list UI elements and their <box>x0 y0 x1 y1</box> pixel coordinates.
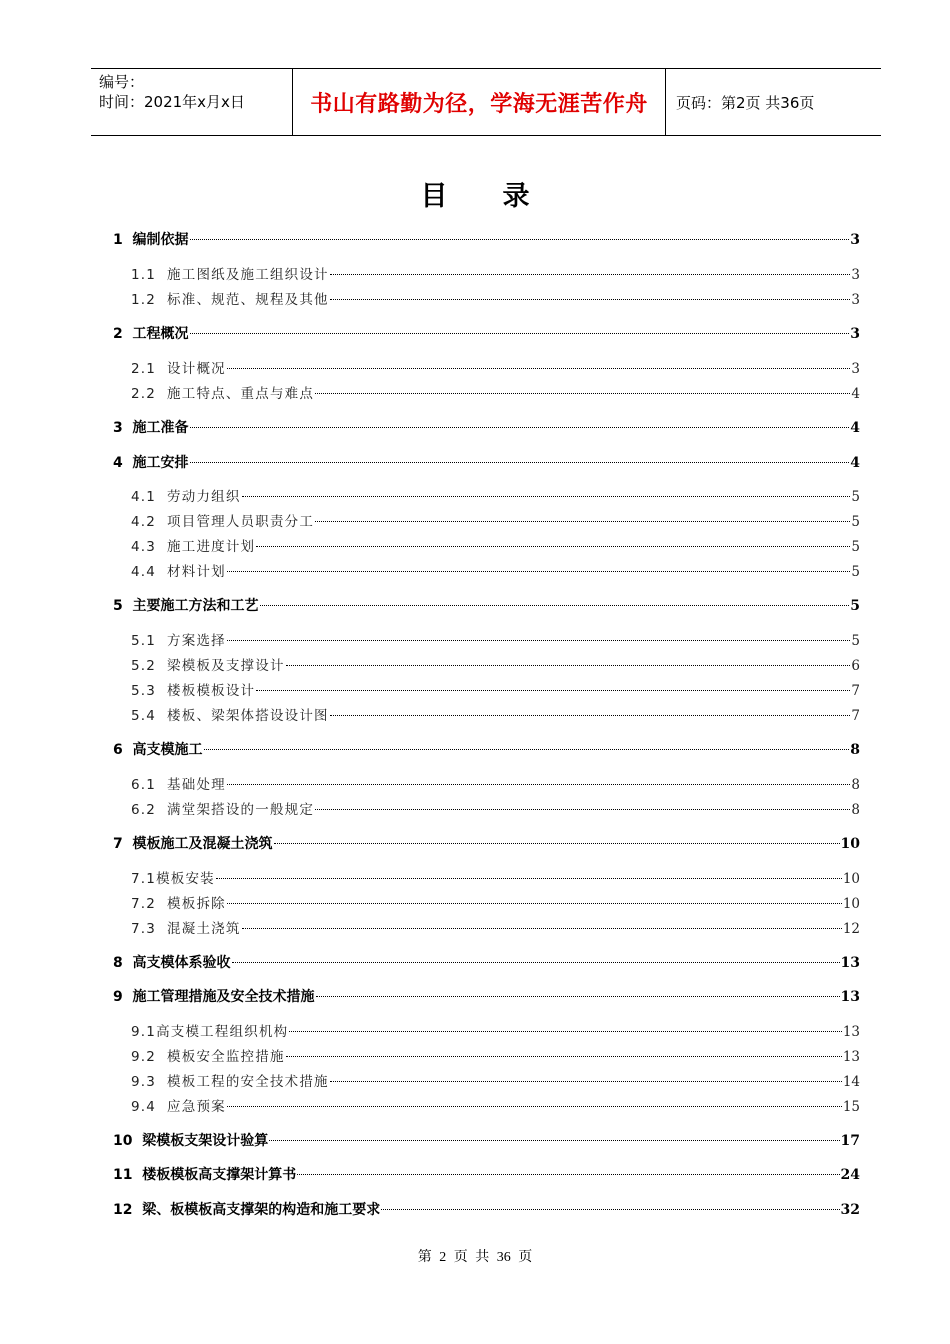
toc-entry-page: 10 <box>842 871 860 887</box>
toc-entry-label: 5 主要施工方法和工艺 <box>113 598 259 614</box>
toc-entry[interactable] <box>131 1047 860 1067</box>
toc-entry-label: 4.4 材料计划 <box>131 564 226 580</box>
toc-entry-label: 7.1模板安装 <box>131 871 215 887</box>
toc-entry-label: 3 施工准备 <box>113 420 189 436</box>
toc-dot-leader <box>315 809 850 810</box>
header-motto: 书山有路勤为径，学海无涯苦作舟 <box>310 91 648 117</box>
toc-entry[interactable] <box>131 800 860 820</box>
toc-entry[interactable] <box>131 487 860 507</box>
toc-dot-leader <box>289 1031 841 1032</box>
toc-dot-leader <box>256 546 850 547</box>
toc-dot-leader <box>260 605 850 606</box>
toc-entry-page: 4 <box>851 386 860 402</box>
toc-dot-leader <box>232 962 840 963</box>
toc-entry-label: 2.1 设计概况 <box>131 361 226 377</box>
toc-entry-page: 8 <box>851 777 860 793</box>
toc-dot-leader <box>286 665 851 666</box>
toc-entry-page: 4 <box>850 455 860 471</box>
toc-entry-label: 1.1 施工图纸及施工组织设计 <box>131 267 329 283</box>
toc-entry-label: 6.2 满堂架搭设的一般规定 <box>131 802 315 818</box>
toc-entry[interactable] <box>113 953 860 973</box>
toc-entry-label: 5.4 楼板、梁架体搭设设计图 <box>131 708 329 724</box>
header-time: 时间：2021年x月x日 <box>99 93 245 111</box>
toc-dot-leader <box>330 299 851 300</box>
toc-entry-page: 7 <box>851 708 860 724</box>
toc-dot-leader <box>204 749 850 750</box>
toc-entry-label: 8 高支模体系验收 <box>113 955 231 971</box>
toc-entry-label: 4 施工安排 <box>113 455 189 471</box>
header-page-cell <box>666 69 881 135</box>
toc-entry-page: 13 <box>842 1049 860 1065</box>
toc-entry-label: 9.4 应急预案 <box>131 1099 226 1115</box>
toc-entry[interactable] <box>131 775 860 795</box>
toc-entry-page: 5 <box>851 514 860 530</box>
toc-dot-leader <box>227 640 851 641</box>
toc-entry[interactable] <box>131 631 860 651</box>
toc-entry-page: 13 <box>840 989 860 1005</box>
toc-entry[interactable] <box>131 562 860 582</box>
toc-entry[interactable] <box>113 230 860 250</box>
toc-entry-page: 12 <box>842 921 860 937</box>
header-page-number: 页码：第2页 共36页 <box>676 93 815 112</box>
toc-entry-page: 24 <box>840 1167 860 1183</box>
toc-entry-label: 9.3 模板工程的安全技术措施 <box>131 1074 329 1090</box>
toc-entry-page: 4 <box>850 420 860 436</box>
toc-entry[interactable] <box>131 706 860 726</box>
toc-entry-label: 7.2 模板拆除 <box>131 896 226 912</box>
toc-dot-leader <box>381 1209 839 1210</box>
toc-entry-page: 14 <box>842 1074 860 1090</box>
toc-entry-label: 5.3 楼板模板设计 <box>131 683 256 699</box>
toc-entry-label: 4.3 施工进度计划 <box>131 539 256 555</box>
toc-entry-page: 7 <box>851 683 860 699</box>
toc-dot-leader <box>315 393 850 394</box>
toc-entry-page: 8 <box>851 802 860 818</box>
toc-entry[interactable] <box>131 869 860 889</box>
toc-entry-label: 7.3 混凝土浇筑 <box>131 921 241 937</box>
toc-dot-leader <box>330 715 851 716</box>
page-title: 目录 <box>420 181 585 212</box>
toc-entry[interactable] <box>131 265 860 285</box>
toc-entry-page: 13 <box>842 1024 860 1040</box>
toc-entry[interactable] <box>131 1072 860 1092</box>
toc-entry[interactable] <box>131 1022 860 1042</box>
toc-dot-leader <box>227 1106 842 1107</box>
toc-entry[interactable] <box>113 418 860 438</box>
toc-entry-label: 11 楼板模板高支撑架计算书 <box>113 1167 297 1183</box>
toc-dot-leader <box>286 1056 842 1057</box>
toc-entry-page: 3 <box>850 326 860 342</box>
toc-entry-label: 5.2 梁模板及支撑设计 <box>131 658 285 674</box>
toc-entry-label: 1 编制依据 <box>113 232 189 248</box>
toc-entry-label: 6.1 基础处理 <box>131 777 226 793</box>
toc-entry[interactable] <box>113 596 860 616</box>
toc-entry-label: 2 工程概况 <box>113 326 189 342</box>
toc-entry[interactable] <box>131 384 860 404</box>
toc-entry-page: 6 <box>851 658 860 674</box>
toc-entry[interactable] <box>131 359 860 379</box>
toc-entry[interactable] <box>113 1165 860 1185</box>
toc-entry-page: 3 <box>851 267 860 283</box>
toc-entry[interactable] <box>113 1131 860 1151</box>
toc-dot-leader <box>227 903 842 904</box>
toc-dot-leader <box>297 1174 839 1175</box>
toc-entry[interactable] <box>131 290 860 310</box>
toc-entry-page: 5 <box>851 489 860 505</box>
toc-dot-leader <box>190 427 850 428</box>
toc-dot-leader <box>227 368 851 369</box>
toc-entry-page: 10 <box>840 836 860 852</box>
toc-entry-label: 10 梁模板支架设计验算 <box>113 1133 269 1149</box>
toc-entry-label: 12 梁、板模板高支撑架的构造和施工要求 <box>113 1202 381 1218</box>
toc-entry[interactable] <box>131 681 860 701</box>
toc-dot-leader <box>190 462 850 463</box>
toc-entry-page: 15 <box>842 1099 860 1115</box>
toc-dot-leader <box>269 1140 839 1141</box>
toc-entry[interactable] <box>131 894 860 914</box>
toc-entry-label: 5.1 方案选择 <box>131 633 226 649</box>
toc-dot-leader <box>330 274 851 275</box>
toc-entry-label: 9 施工管理措施及安全技术措施 <box>113 989 315 1005</box>
toc-dot-leader <box>190 333 850 334</box>
toc-entry-page: 3 <box>850 232 860 248</box>
toc-entry[interactable] <box>113 1200 860 1220</box>
toc-dot-leader <box>227 784 851 785</box>
toc-entry[interactable] <box>131 537 860 557</box>
toc-entry[interactable] <box>113 834 860 854</box>
toc-entry-label: 6 高支模施工 <box>113 742 203 758</box>
toc-entry-label: 1.2 标准、规范、规程及其他 <box>131 292 329 308</box>
page-footer: 第 2 页 共 36 页 <box>417 1250 533 1265</box>
toc-entry[interactable] <box>113 987 860 1007</box>
toc-dot-leader <box>315 521 850 522</box>
header-meta <box>91 69 293 135</box>
toc-entry[interactable] <box>113 324 860 344</box>
toc-dot-leader <box>256 690 850 691</box>
toc-entry-page: 8 <box>850 742 860 758</box>
toc-entry-label: 4.2 项目管理人员职责分工 <box>131 514 315 530</box>
toc-entry-page: 5 <box>851 564 860 580</box>
toc-dot-leader <box>216 878 842 879</box>
toc-entry-page: 17 <box>840 1133 860 1149</box>
toc-dot-leader <box>274 843 840 844</box>
toc-entry-label: 7 模板施工及混凝土浇筑 <box>113 836 273 852</box>
toc-entry-page: 3 <box>851 292 860 308</box>
toc-entry-page: 13 <box>840 955 860 971</box>
toc-dot-leader <box>242 928 842 929</box>
toc-dot-leader <box>316 996 840 997</box>
toc-entry-label: 2.2 施工特点、重点与难点 <box>131 386 315 402</box>
toc-dot-leader <box>227 571 851 572</box>
toc-entry-page: 5 <box>851 539 860 555</box>
toc-entry[interactable] <box>131 1097 860 1117</box>
toc-dot-leader <box>190 239 850 240</box>
toc-entry[interactable] <box>131 656 860 676</box>
toc-entry-page: 3 <box>851 361 860 377</box>
header-number: 编号： <box>99 73 145 91</box>
toc-entry-label: 4.1 劳动力组织 <box>131 489 241 505</box>
toc-entry[interactable] <box>131 512 860 532</box>
toc-dot-leader <box>330 1081 842 1082</box>
toc-entry-page: 5 <box>850 598 860 614</box>
toc-entry-page: 5 <box>851 633 860 649</box>
page-header <box>91 68 881 136</box>
toc-entry-page: 10 <box>842 896 860 912</box>
toc-entry[interactable] <box>131 919 860 939</box>
toc-entry-page: 32 <box>840 1202 860 1218</box>
toc-entry[interactable] <box>113 453 860 473</box>
toc-entry[interactable] <box>113 740 860 760</box>
toc-entry-label: 9.2 模板安全监控措施 <box>131 1049 285 1065</box>
toc-dot-leader <box>242 496 851 497</box>
toc-entry-label: 9.1高支模工程组织机构 <box>131 1024 289 1040</box>
header-motto-cell <box>293 69 666 135</box>
